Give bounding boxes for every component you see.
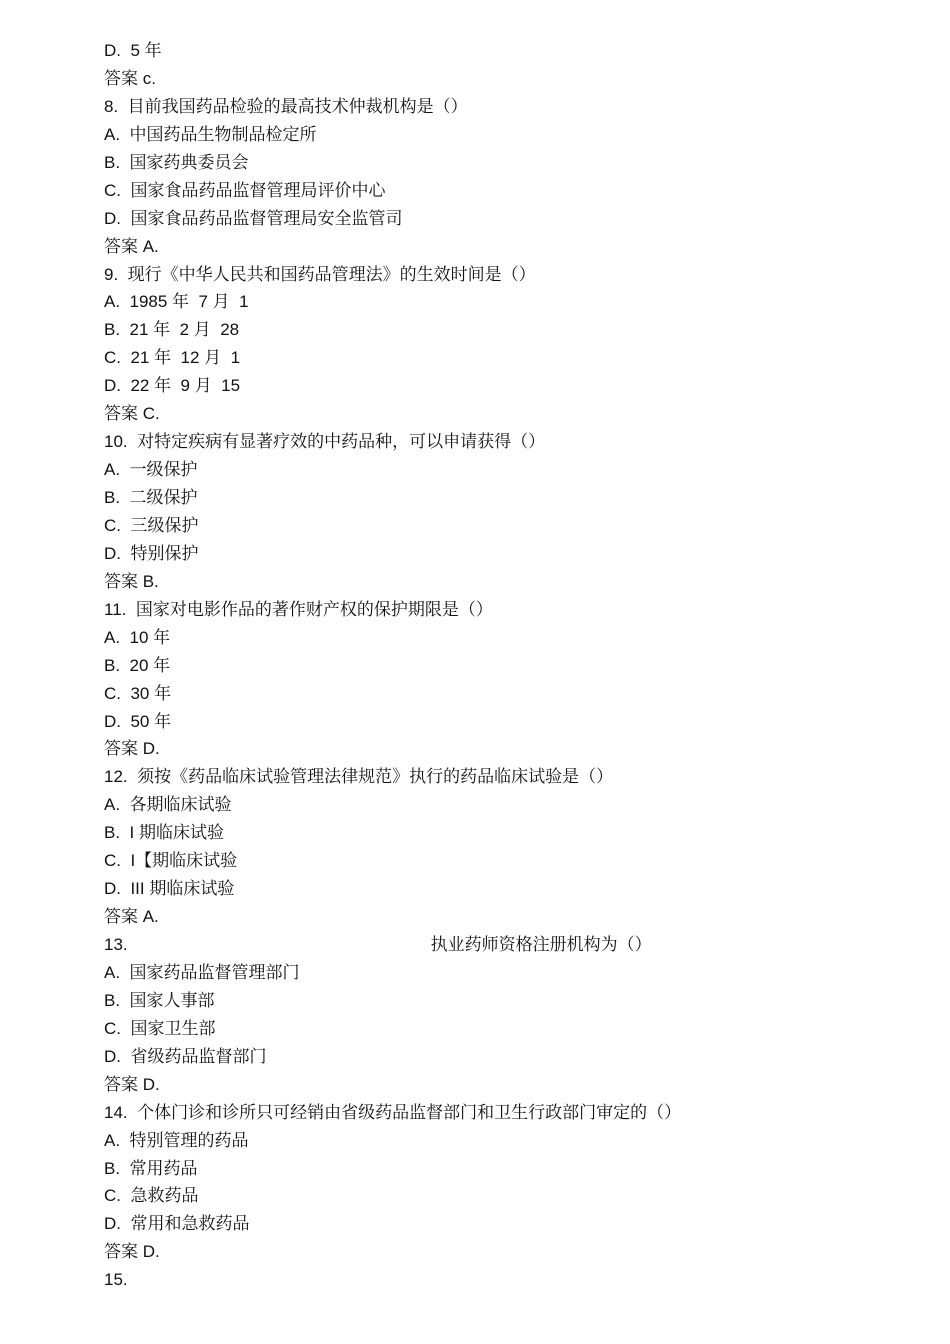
option-line: B. 国家药典委员会 — [104, 152, 249, 172]
question-9: 9. 现行《中华人民共和国药品管理法》的生效时间是（） — [104, 264, 536, 284]
question-13-text: 执业药师资格注册机构为（） — [430, 935, 652, 954]
option-line: D. 50 年 — [104, 711, 172, 731]
question-13-number: 13. — [104, 935, 128, 954]
option-line: A. 中国药品生物制品检定所 — [104, 124, 317, 144]
option-line: B. 20 年 — [104, 655, 171, 675]
option-line: D. 国家食品药品监督管理局安全监管司 — [104, 208, 403, 228]
answer-line: 答案 D. — [104, 1242, 160, 1262]
option-line: C. 30 年 — [104, 683, 172, 703]
answer-line: 答案 c. — [104, 68, 156, 88]
option-line: A. 一级保护 — [104, 460, 198, 480]
option-line: C. 21 年 12 月 1 — [104, 348, 241, 368]
option-line: B. 常用药品 — [104, 1158, 198, 1178]
option-line: C. 急救药品 — [104, 1186, 199, 1206]
question-15: 15. — [104, 1270, 128, 1290]
answer-line: 答案 A. — [104, 236, 159, 256]
text-line: D. 5 年 — [104, 41, 162, 60]
question-14: 14. 个体门诊和诊所只可经销由省级药品监督部门和卫生行政部门审定的（） — [104, 1102, 682, 1122]
option-line: B. 二级保护 — [104, 488, 198, 507]
answer-line: 答案 C. — [104, 404, 160, 424]
answer-line: 答案 D. — [104, 739, 160, 759]
option-line: B. I 期临床试验 — [104, 823, 224, 843]
question-11: 11. 国家对电影作品的著作财产权的保护期限是（） — [104, 599, 493, 619]
option-line: D. III 期临床试验 — [104, 879, 235, 899]
option-line: A. 各期临床试验 — [104, 795, 232, 815]
option-line: A. 10 年 — [104, 627, 171, 647]
option-line: D. 特别保护 — [104, 543, 199, 563]
option-line: C. I【期临床试验 — [104, 851, 238, 871]
option-line: D. 常用和急救药品 — [104, 1214, 250, 1234]
option-line: A. 国家药品监督管理部门 — [104, 962, 300, 982]
option-line: C. 三级保护 — [104, 515, 199, 535]
option-line: D. 22 年 9 月 15 — [104, 376, 241, 396]
answer-line: 答案 D. — [104, 1074, 160, 1094]
question-13 — [104, 931, 904, 959]
document-body — [104, 37, 904, 1294]
option-line: D. 省级药品监督部门 — [104, 1046, 267, 1066]
option-line: B. 21 年 2 月 28 — [104, 320, 240, 340]
question-10: 10. 对特定疾病有显著疗效的中药品种，可以申请获得（） — [104, 432, 546, 452]
option-line: C. 国家卫生部 — [104, 1018, 216, 1038]
option-line: B. 国家人事部 — [104, 990, 215, 1010]
option-line: A. 1985 年 7 月 1 — [104, 292, 249, 312]
answer-line: 答案 A. — [104, 907, 159, 927]
question-8: 8. 目前我国药品检验的最高技术仲裁机构是（） — [104, 96, 468, 116]
answer-line: 答案 B. — [104, 571, 159, 591]
question-12: 12. 须按《药品临床试验管理法律规范》执行的药品临床试验是（） — [104, 767, 614, 787]
option-line: C. 国家食品药品监督管理局评价中心 — [104, 180, 386, 200]
option-line: A. 特别管理的药品 — [104, 1130, 249, 1150]
